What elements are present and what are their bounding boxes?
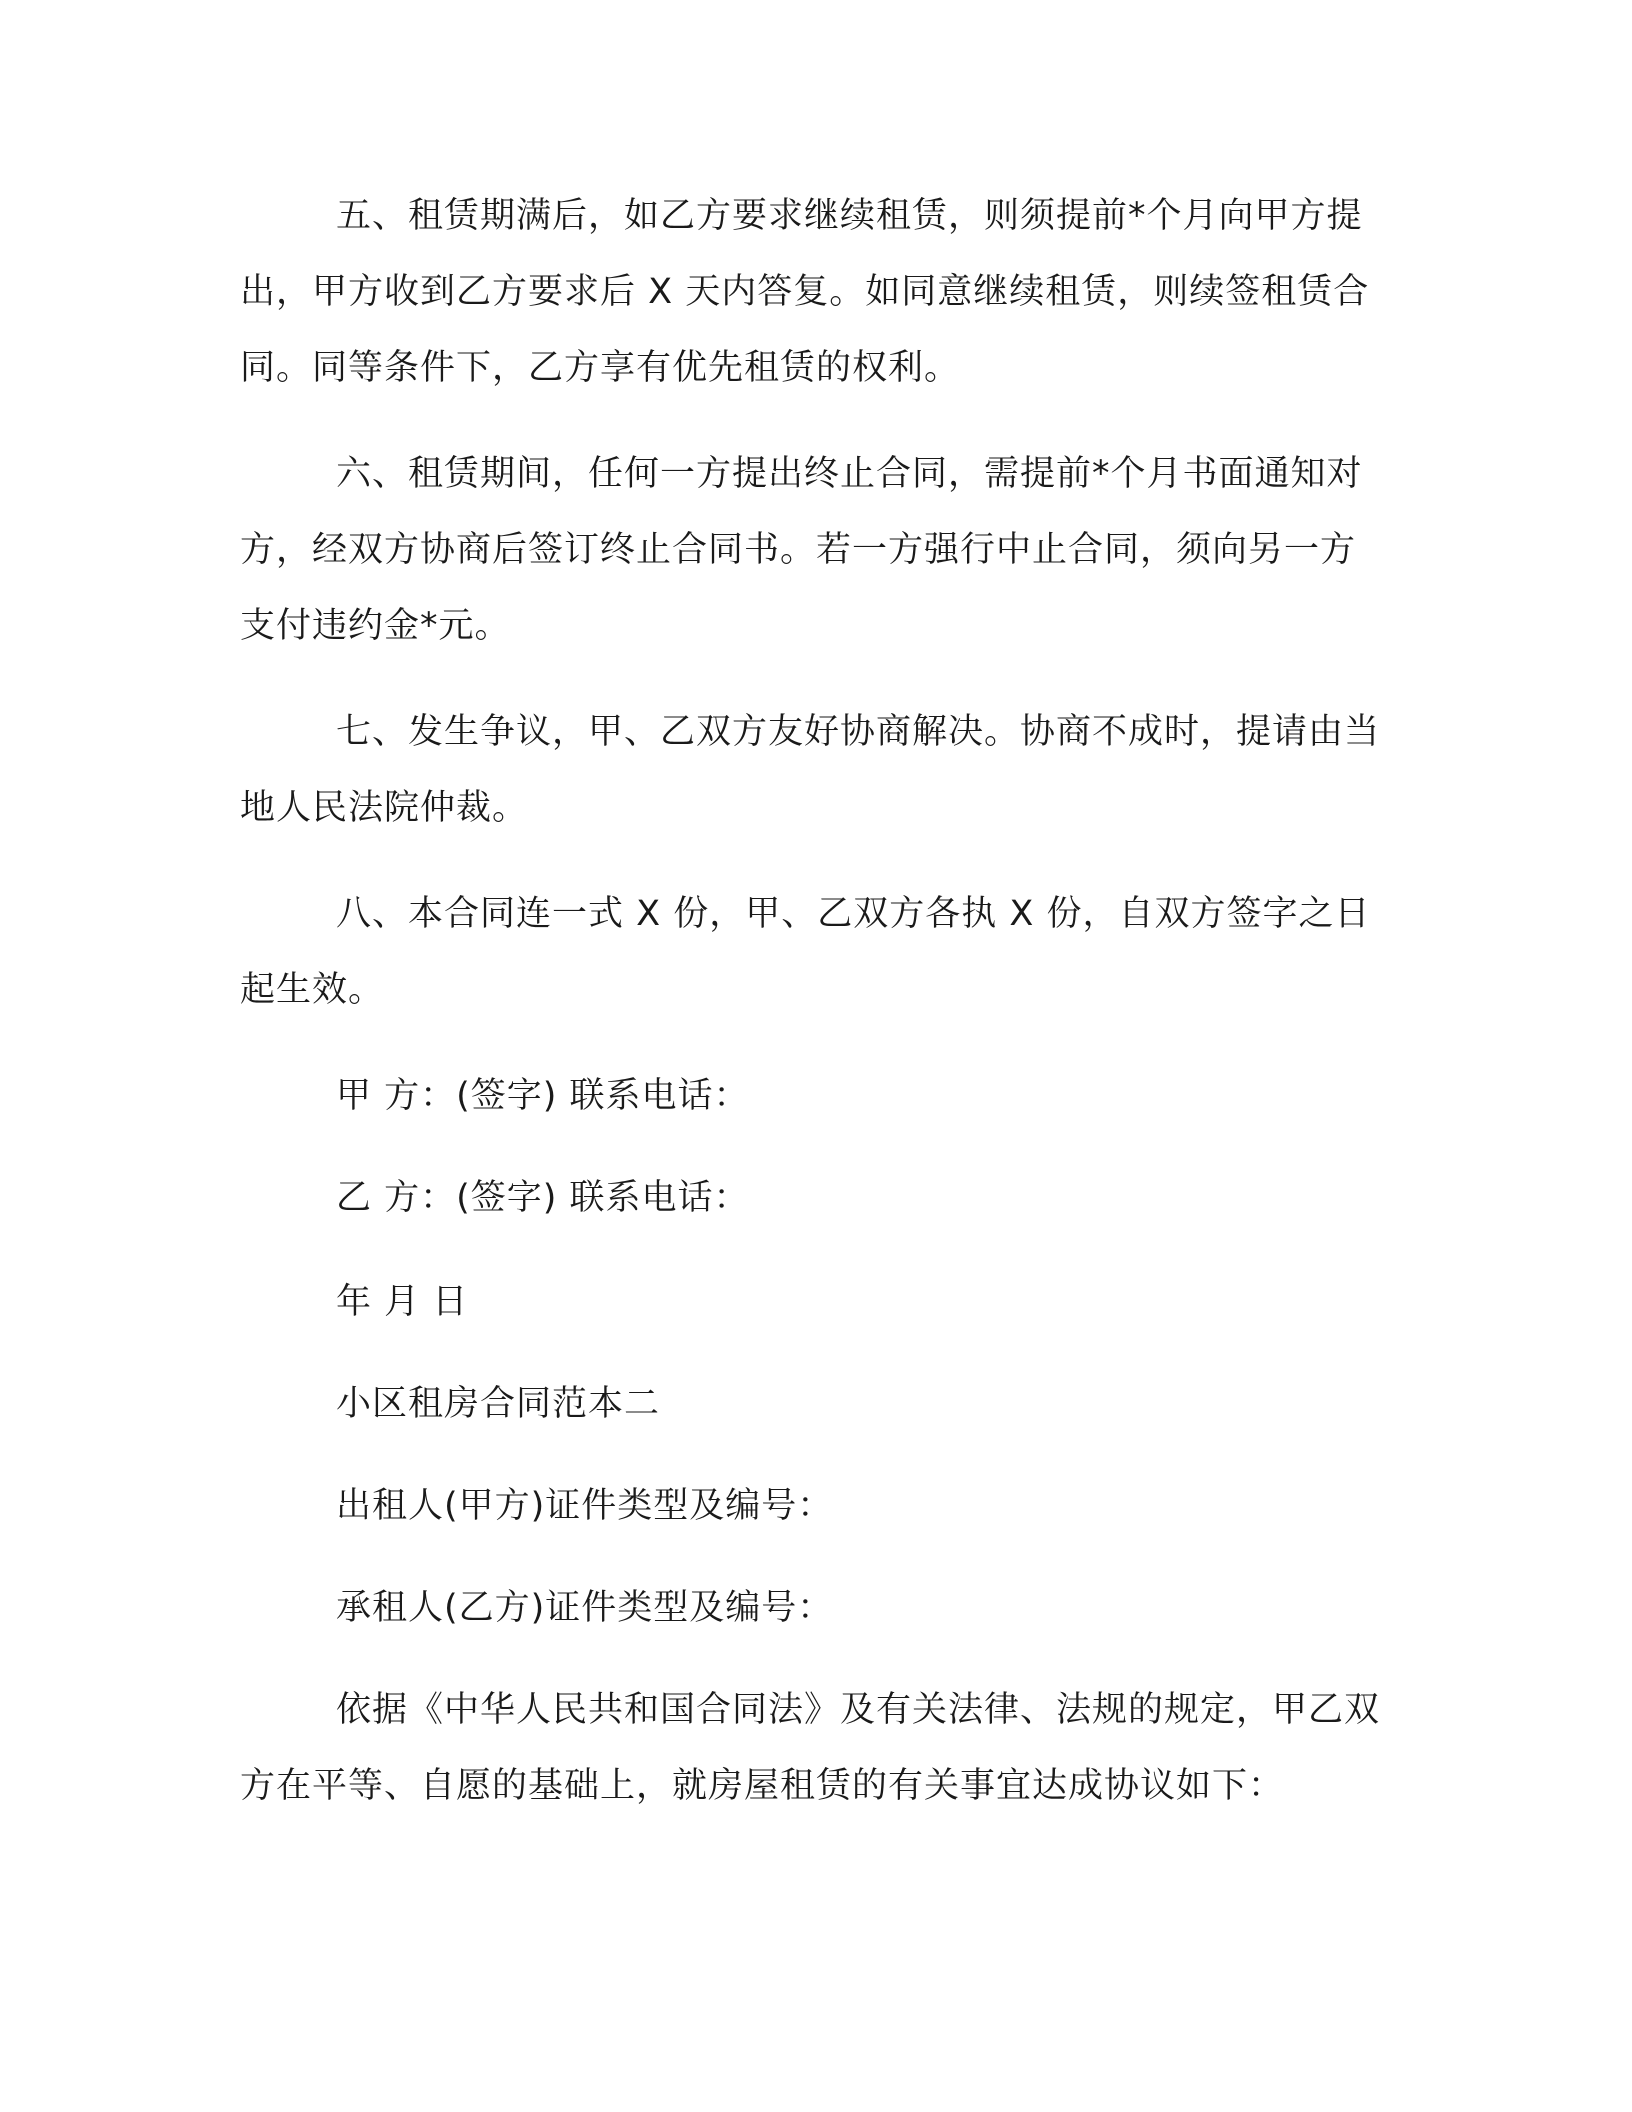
clause-7: 七、发生争议，甲、乙双方友好协商解决。协商不成时，提请由当地人民法院仲裁。	[240, 712, 1381, 828]
clause-5: 五、租赁期满后，如乙方要求继续租赁，则须提前*个月向甲方提出，甲方收到乙方要求后 X 天内答复。如同意继续租赁，则续签租赁合同。同等条件下，乙方享有优先租赁的权利。	[240, 196, 1370, 388]
section-title: 小区租房合同范本二	[336, 1384, 661, 1424]
party-b-signature-line: 乙 方：(签字) 联系电话：	[336, 1178, 750, 1218]
lessor-id-line: 出租人(甲方)证件类型及编号：	[336, 1486, 834, 1526]
clause-8: 八、本合同连一式 X 份，甲、乙双方各执 X 份，自双方签字之日起生效。	[240, 894, 1371, 1010]
lessee-id-line: 承租人(乙方)证件类型及编号：	[336, 1588, 834, 1628]
party-a-signature-line: 甲 方：(签字) 联系电话：	[336, 1076, 750, 1116]
clause-6: 六、租赁期间，任何一方提出终止合同，需提前*个月书面通知对方，经双方协商后签订终止合同书。若一方强行中止合同，须向另一方支付违约金*元。	[240, 454, 1363, 646]
preamble-paragraph: 依据《中华人民共和国合同法》及有关法律、法规的规定，甲乙双方在平等、自愿的基础上，就房屋租赁的有关事宜达成协议如下：	[240, 1690, 1381, 1806]
date-line: 年 月 日	[336, 1282, 469, 1322]
